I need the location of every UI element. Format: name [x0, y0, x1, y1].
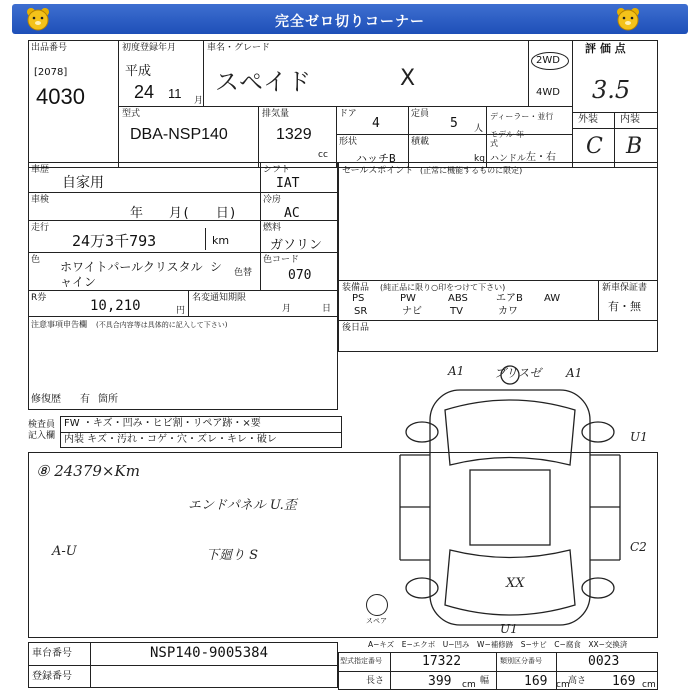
recycle: 10,210 [90, 298, 141, 314]
transfer-day: 日 [322, 304, 332, 314]
transfer-month: 月 [282, 304, 292, 314]
mark-a1-left: A1 [448, 364, 465, 378]
capacity-unit: 人 [474, 124, 484, 134]
note-end-panel: エンドパネル U.歪 [188, 498, 297, 513]
sales-point-label: セールスポイント [342, 166, 414, 176]
equipment-item: TV [450, 306, 463, 317]
banner-title: 完全ゼロ切りコーナー [275, 14, 425, 30]
mark-u1-right: U1 [630, 430, 648, 444]
model: DBA-NSP140 [130, 126, 228, 143]
equip-label: 装備品 [342, 283, 370, 293]
displacement-label: 排気量 [262, 109, 290, 119]
bear-mascot-icon [614, 5, 642, 33]
recycle-unit: 円 [176, 306, 186, 316]
shape: ハッチB [356, 152, 396, 165]
header-banner [12, 4, 688, 34]
length-unit: cm [462, 680, 476, 690]
exterior-grade: C [586, 134, 603, 159]
interior-label: 内装 [620, 114, 640, 125]
transfer-label: 名変通知期限 [192, 293, 247, 303]
bear-mascot-icon [24, 5, 52, 33]
reg-month: 11 [168, 86, 182, 101]
type-no-label: 型式指定番号 [340, 657, 382, 665]
mark-blister: ブリスゼ [494, 366, 542, 380]
color-code-label: 色コード [263, 255, 300, 265]
repair-unit: 箇所 [98, 394, 118, 405]
lot-label: 出品番号 [31, 43, 68, 53]
equipment-item: PS [352, 293, 365, 304]
score: 3.5 [592, 76, 631, 104]
inspection: 年 月( 日) [130, 206, 237, 221]
length: 399 [428, 674, 452, 689]
load-label: 積載 [411, 137, 430, 147]
equipment-item: ナビ [402, 306, 422, 317]
mileage-label: 走行 [31, 223, 50, 233]
drive-4wd: 4WD [536, 87, 560, 98]
shift: IAT [276, 176, 300, 191]
door-label: ドア [339, 109, 357, 119]
era: 平成 [125, 64, 152, 79]
mark-a1-right: A1 [566, 366, 583, 380]
car-diagram [390, 360, 660, 635]
length-label: 長さ [366, 676, 385, 686]
shape-label: 形状 [339, 137, 358, 147]
fuel-label: 燃料 [263, 223, 282, 233]
displacement: 1329 [276, 126, 312, 143]
car-name: スペイド [215, 68, 311, 96]
name-label: 車名・グレード [207, 43, 271, 53]
fuel: ガソリン [270, 238, 323, 253]
model-label: 型式 [122, 109, 141, 119]
inspector-row-1: FW ・キズ・凹み・ヒビ割・リペア跡・×要 [64, 418, 261, 429]
equipment-item: エアB [496, 293, 523, 304]
drive-2wd: 2WD [536, 55, 560, 66]
warranty-label: 新車保証書 [602, 283, 648, 293]
warranty-value: 有・無 [608, 300, 641, 313]
lot-sub: [2078] [34, 67, 68, 78]
lot-number: 4030 [36, 84, 85, 109]
mileage-unit: km [212, 234, 230, 247]
aircon-label: 冷房 [263, 195, 282, 205]
use-label: 車歴 [31, 165, 50, 175]
color-change-label: 色替 [234, 268, 253, 278]
equipment-item: AW [544, 293, 561, 304]
recycle-label: R券 [31, 293, 47, 303]
reg-year: 24 [134, 82, 155, 102]
capacity: 5 [450, 116, 458, 131]
chassis: NSP140-9005384 [150, 645, 269, 661]
note-mileage: ⑧ 24379×Km [36, 462, 140, 480]
load-unit: kg [474, 154, 485, 164]
handle-label: ハンドル [490, 154, 527, 164]
model-year-label: モデル 年式 [490, 130, 525, 148]
first-reg-label: 初度登録年月 [122, 43, 177, 53]
damage-legend: A−キズ E−エクボ U−凹み W−補修跡 S−サビ C−腐食 XX−交換済 [368, 640, 628, 649]
class-no-label: 類別区分番号 [500, 657, 542, 665]
score-label: 評 価 点 [585, 42, 626, 55]
class-no: 0023 [588, 654, 620, 669]
width: 169 [524, 674, 548, 689]
color-code: 070 [288, 268, 312, 283]
equipment-item: カワ [498, 306, 518, 317]
mark-u1-bottom: U1 [500, 622, 518, 636]
inspector-row-2: 内装 キズ・汚れ・コゲ・穴・ズレ・キレ・破レ [64, 434, 277, 445]
repair-label: 修復歴 [31, 394, 61, 405]
interior-grade: B [626, 134, 643, 159]
height-label: 高さ [568, 676, 587, 686]
equipment-item: ABS [448, 293, 468, 304]
mileage: 24万3千793 [72, 232, 157, 250]
repair-value: 有 [80, 394, 90, 405]
mark-spare: スペア [366, 617, 387, 625]
inspection-label: 車検 [31, 195, 50, 205]
shift-label: シフト [263, 165, 291, 175]
inspector-label: 検査員 記入欄 [28, 420, 56, 441]
height-unit: cm [642, 680, 656, 690]
dealer-label: ディーラー・並行 [490, 112, 554, 121]
plate-label: 登録番号 [32, 671, 72, 682]
note-a-u: A-U [52, 544, 77, 559]
type-no: 17322 [422, 654, 462, 669]
width-label: 幅 [480, 676, 490, 686]
color: ホワイトパールクリスタル シャイン [60, 260, 222, 289]
caution-note: (不具合内容等は具体的に記入して下さい) [96, 321, 228, 329]
color-label: 色 [31, 255, 41, 265]
spare-circle [366, 594, 388, 616]
mark-xx: XX [506, 576, 525, 591]
use: 自家用 [62, 175, 104, 191]
sales-point-note: (正常に機能するものに限定) [420, 166, 523, 175]
handle: 左・右 [526, 152, 556, 163]
equipment-item: PW [400, 293, 416, 304]
mark-c2: C2 [630, 540, 647, 554]
capacity-label: 定員 [411, 109, 430, 119]
equipment-item: SR [354, 306, 368, 317]
extra-label: 後日品 [342, 323, 370, 333]
note-underbody: 下廻り S [206, 548, 259, 563]
caution-label: 注意事項申告欄 [31, 320, 87, 329]
height: 169 [612, 674, 636, 689]
aircon: AC [284, 206, 300, 221]
exterior-label: 外装 [578, 114, 598, 125]
grade: X [400, 66, 416, 91]
displacement-unit: cc [318, 150, 328, 160]
month-unit: 月 [194, 96, 204, 106]
doors: 4 [372, 116, 380, 131]
chassis-label: 車台番号 [32, 648, 72, 659]
sales-frame [338, 162, 658, 352]
equip-note: (純正品に限り○印をつけて下さい) [380, 283, 506, 292]
width-unit: cm [556, 680, 570, 690]
